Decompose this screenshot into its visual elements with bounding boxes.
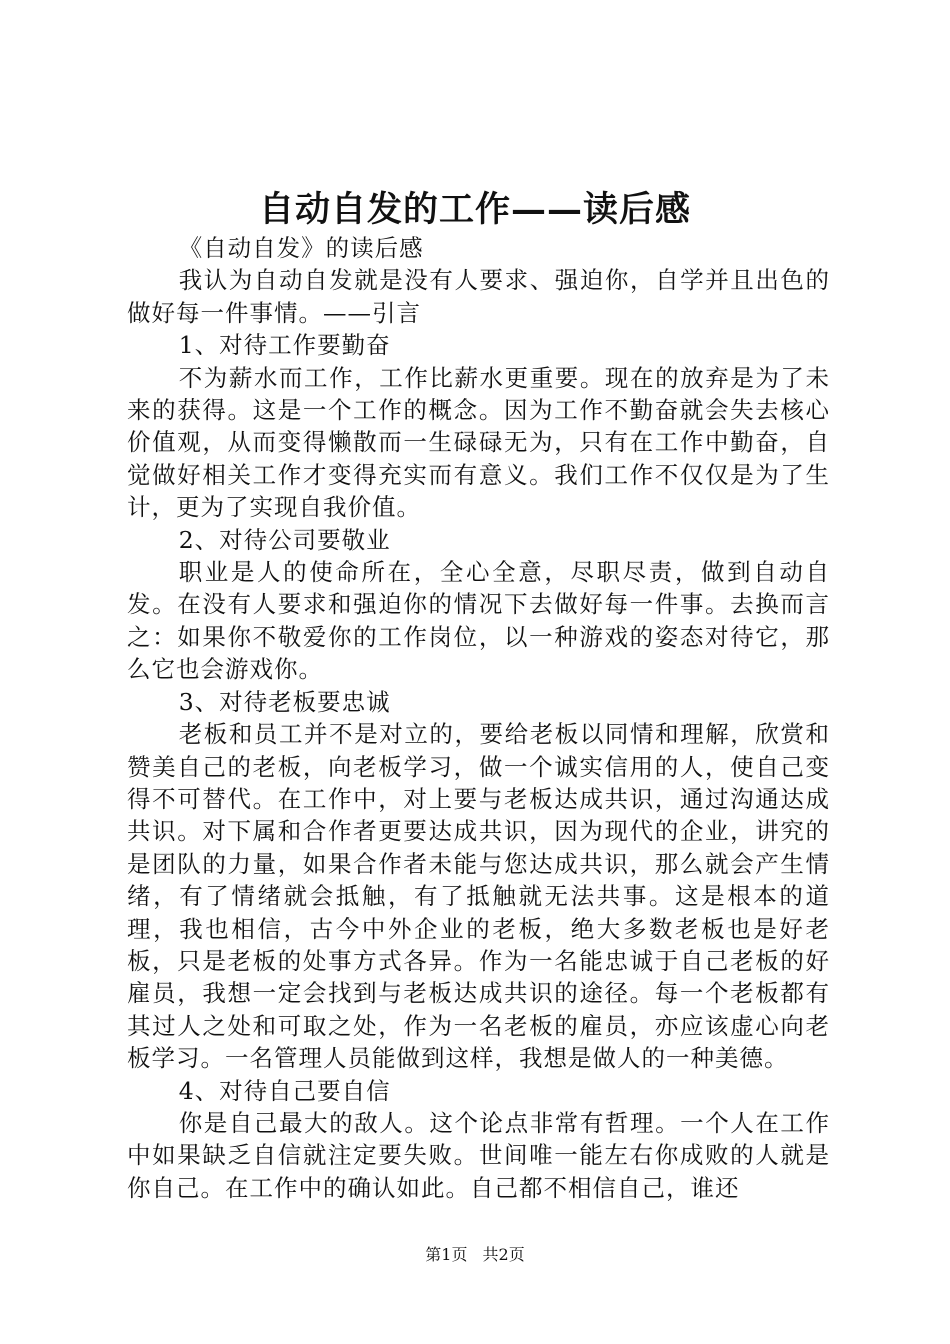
paragraph-section-4: 你是自己最大的敌人。这个论点非常有哲理。一个人在工作中如果缺乏自信就注定要失败。世间唯一能左右你成败的人就是你自己。在工作中的确认如此。自己都不相信自己，谁还 <box>127 1108 830 1202</box>
page-footer <box>0 1244 950 1266</box>
section-heading-4: 4、对待自己要自信 <box>178 1076 391 1105</box>
paragraph-section-3: 老板和员工并不是对立的，要给老板以同情和理解，欣赏和赞美自己的老板，向老板学习，做一个诚实信用的人，使自己变得不可替代。在工作中，对上要与老板达成共识，通过沟通达成共识。对下属和合作者更要达成共识，因为现代的企业，讲究的是团队的力量，如果合作者未能与您达成共识，那么就会产生情绪，有了情绪就会抵触，有了抵触就无法共事。这是根本的道理，我也相信，古今中外企业的老板，绝大多数老板也是好老板，只是老板的处事方式各异。作为一名能忠诚于自己老板的好雇员，我想一定会找到与老板达成共识的途径。每一个老板都有其过人之处和可取之处，作为一名老板的雇员，亦应该虚心向老板学习。一名管理人员能做到这样，我想是做人的一种美德。 <box>127 720 830 1073</box>
page-total: 共2页 <box>482 1245 525 1264</box>
page-number: 第1页 <box>425 1245 468 1264</box>
section-heading-1: 1、对待工作要勤奋 <box>178 331 391 360</box>
paragraph-intro: 我认为自动自发就是没有人要求、强迫你，自学并且出色的做好每一件事情。——引言 <box>127 266 830 327</box>
document-title: 自动自发的工作——读后感 <box>258 189 691 230</box>
paragraph-subtitle: 《自动自发》的读后感 <box>178 234 424 262</box>
document-body <box>127 232 830 1204</box>
paragraph-section-1: 不为薪水而工作，工作比薪水更重要。现在的放弃是为了未来的获得。这是一个工作的概念。因为工作不勤奋就会失去核心价值观，从而变得懒散而一生碌碌无为，只有在工作中勤奋，自觉做好相关工作才变得充实而有意义。我们工作不仅仅是为了生计，更为了实现自我价值。 <box>127 363 830 522</box>
section-heading-2: 2、对待公司要敬业 <box>178 525 391 554</box>
paragraph-section-2: 职业是人的使命所在，全心全意，尽职尽责，做到自动自发。在没有人要求和强迫你的情况下去做好每一件事。去换而言之：如果你不敬爱你的工作岗位，以一种游戏的姿态对待它，那么它也会游戏你。 <box>127 558 830 684</box>
section-heading-3: 3、对待老板要忠诚 <box>178 687 391 716</box>
